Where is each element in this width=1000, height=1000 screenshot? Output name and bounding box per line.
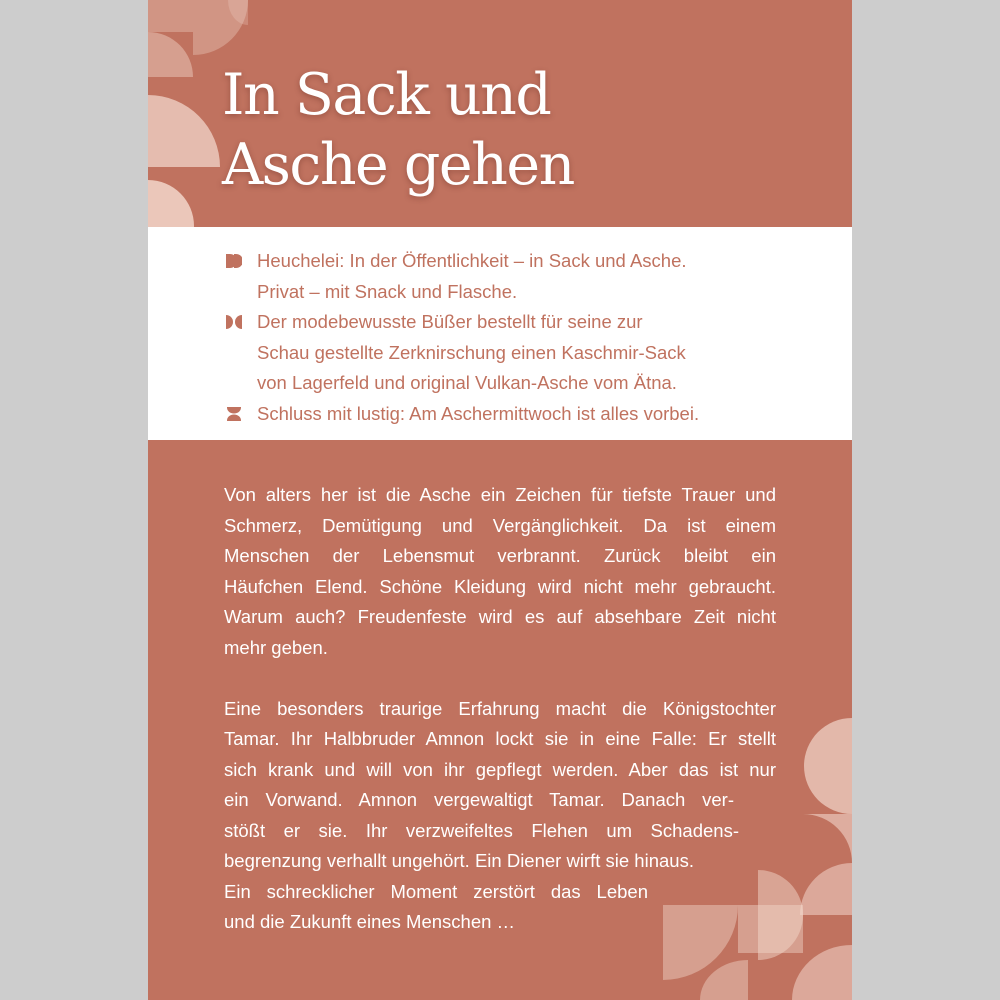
bullet-item [226, 307, 846, 399]
bullet-item [226, 399, 846, 430]
bullet-line: Privat – mit Snack und Flasche. [257, 280, 518, 302]
text-line: Schmerz, Demütigung und Vergänglichkeit. Da ist einem [224, 514, 776, 536]
text-line: Ein schrecklicher Moment zerstört das Leben [224, 880, 648, 902]
text-line: begrenzung verhallt ungehört. Ein Diener wirft sie hinaus. [224, 850, 694, 871]
text-line: Warum auch? Freudenfeste wird es auf absehbare Zeit nicht [224, 606, 776, 627]
title-line: In Sack und [222, 62, 551, 128]
text-line: Häufchen Elend. Schöne Kleidung wird nicht mehr gebraucht. [224, 575, 776, 597]
text-line: stößt er sie. Ihr verzweifeltes Flehen um Schadens- [224, 819, 739, 841]
text-line: mehr geben. [224, 636, 328, 658]
bullet-list [226, 246, 846, 429]
bullet-line: Der modebewusste Büßer bestellt für seine zur [257, 311, 643, 332]
bullet-band [148, 227, 852, 440]
bowtie-icon [226, 315, 242, 329]
book-page [148, 0, 852, 1000]
double-chevron-right-icon [226, 254, 242, 268]
paragraph [224, 694, 776, 938]
body-text [224, 480, 776, 938]
page-title [222, 60, 574, 200]
text-line: sich krank und will von ihr gepflegt werden. Aber das ist nur [224, 758, 776, 780]
bullet-item [226, 246, 846, 307]
title-line: Asche gehen [222, 132, 574, 198]
bullet-line: Heuchelei: In der Öffentlichkeit – in Sack und Asche. [257, 250, 687, 271]
text-line: Von alters her ist die Asche ein Zeichen für tiefste Trauer und [224, 484, 776, 505]
text-line: und die Zukunft eines Menschen … [224, 911, 516, 932]
hourglass-icon [226, 407, 242, 421]
text-line: ein Vorwand. Amnon vergewaltigt Tamar. Danach ver- [224, 789, 734, 810]
paragraph [224, 480, 776, 663]
bullet-line: von Lagerfeld und original Vulkan-Asche vom Ätna. [257, 372, 677, 393]
text-line: Eine besonders traurige Erfahrung macht die Königstochter [224, 697, 776, 719]
bullet-line: Schau gestellte Zerknirschung einen Kaschmir-Sack [257, 341, 686, 363]
bullet-line: Schluss mit lustig: Am Aschermittwoch ist alles vorbei. [257, 402, 700, 424]
text-line: Menschen der Lebensmut verbrannt. Zurück bleibt ein [224, 545, 776, 566]
text-line: Tamar. Ihr Halbbruder Amnon lockt sie in eine Falle: Er stellt [224, 728, 776, 749]
